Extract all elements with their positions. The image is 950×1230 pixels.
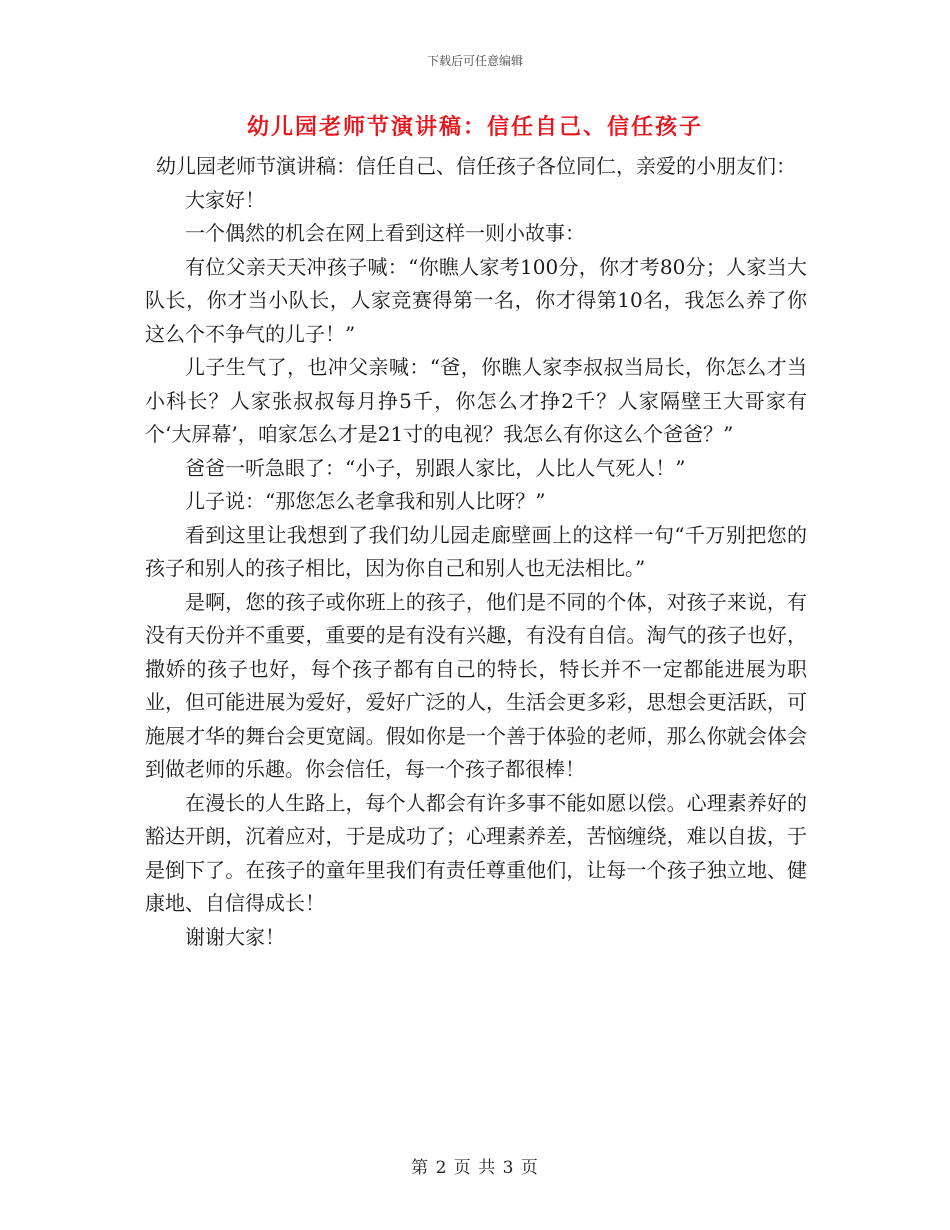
intro-line: 幼儿园老师节演讲稿：信任自己、信任孩子各位同仁，亲爱的小朋友们： <box>156 154 796 178</box>
paragraph-father: 有位父亲天天冲孩子喊：“你瞧人家考100分，你才考80分；人家当大队长，你才当小队长，人家竞赛得第一名，你才得第10名，我怎么养了你这么个不争气的儿子！” <box>145 254 807 346</box>
page-number: 第 2 页 共 3 页 <box>411 1158 539 1178</box>
paragraph-greeting: 大家好！ <box>185 187 265 212</box>
paragraph-thanks: 谢谢大家！ <box>185 924 285 949</box>
paragraph-story-intro: 一个偶然的机会在网上看到这样一则小故事： <box>185 221 585 245</box>
document-body <box>145 150 807 954</box>
paragraph-son-reply: 儿子说：“那您怎么老拿我和别人比呀？” <box>185 489 546 513</box>
paragraph-father-reply: 爸爸一听急眼了：“小子，别跟人家比，人比人气死人！” <box>185 455 686 480</box>
paragraph-individuality: 是啊，您的孩子或你班上的孩子，他们是不同的个体，对孩子来说，有没有天份并不重要，重要的是有没有兴趣，有没有自信。淘气的孩子也好，撒娇的孩子也好，每个孩子都有自己的特长，特长并不一定都能进展为职业，但可能进展为爱好，爱好广泛的人，生活会更多彩，思想会更活跃，可施展才华的舞台会更宽阔。假如你是一个善于体验的老师，那么你就会体会到做老师的乐趣。你会信任，每一个孩子都很棒！ <box>145 589 807 781</box>
paragraph-son: 儿子生气了，也冲父亲喊：“爸，你瞧人家李叔叔当局长，你怎么才当小科长？人家张叔叔每月挣5千，你怎么才挣2千？人家隔壁王大哥家有个‘大屏幕’，咱家怎么才是21寸的电视？我怎么有你这么个爸爸？” <box>145 355 807 446</box>
paragraph-mural: 看到这里让我想到了我们幼儿园走廊壁画上的这样一句“千万别把您的孩子和别人的孩子相比，因为你自己和别人也无法相比。” <box>145 522 807 580</box>
paragraph-life-road: 在漫长的人生路上，每个人都会有许多事不能如愿以偿。心理素养好的豁达开朗，沉着应对，于是成功了；心理素养差，苦恼缠绕，难以自拔，于是倒下了。在孩子的童年里我们有责任尊重他们，让每一个孩子独立地、健康地、自信得成长！ <box>145 790 807 915</box>
header-note: 下载后可任意编辑 <box>426 54 523 68</box>
document-title: 幼儿园老师节演讲稿：信任自己、信任孩子 <box>246 115 703 140</box>
